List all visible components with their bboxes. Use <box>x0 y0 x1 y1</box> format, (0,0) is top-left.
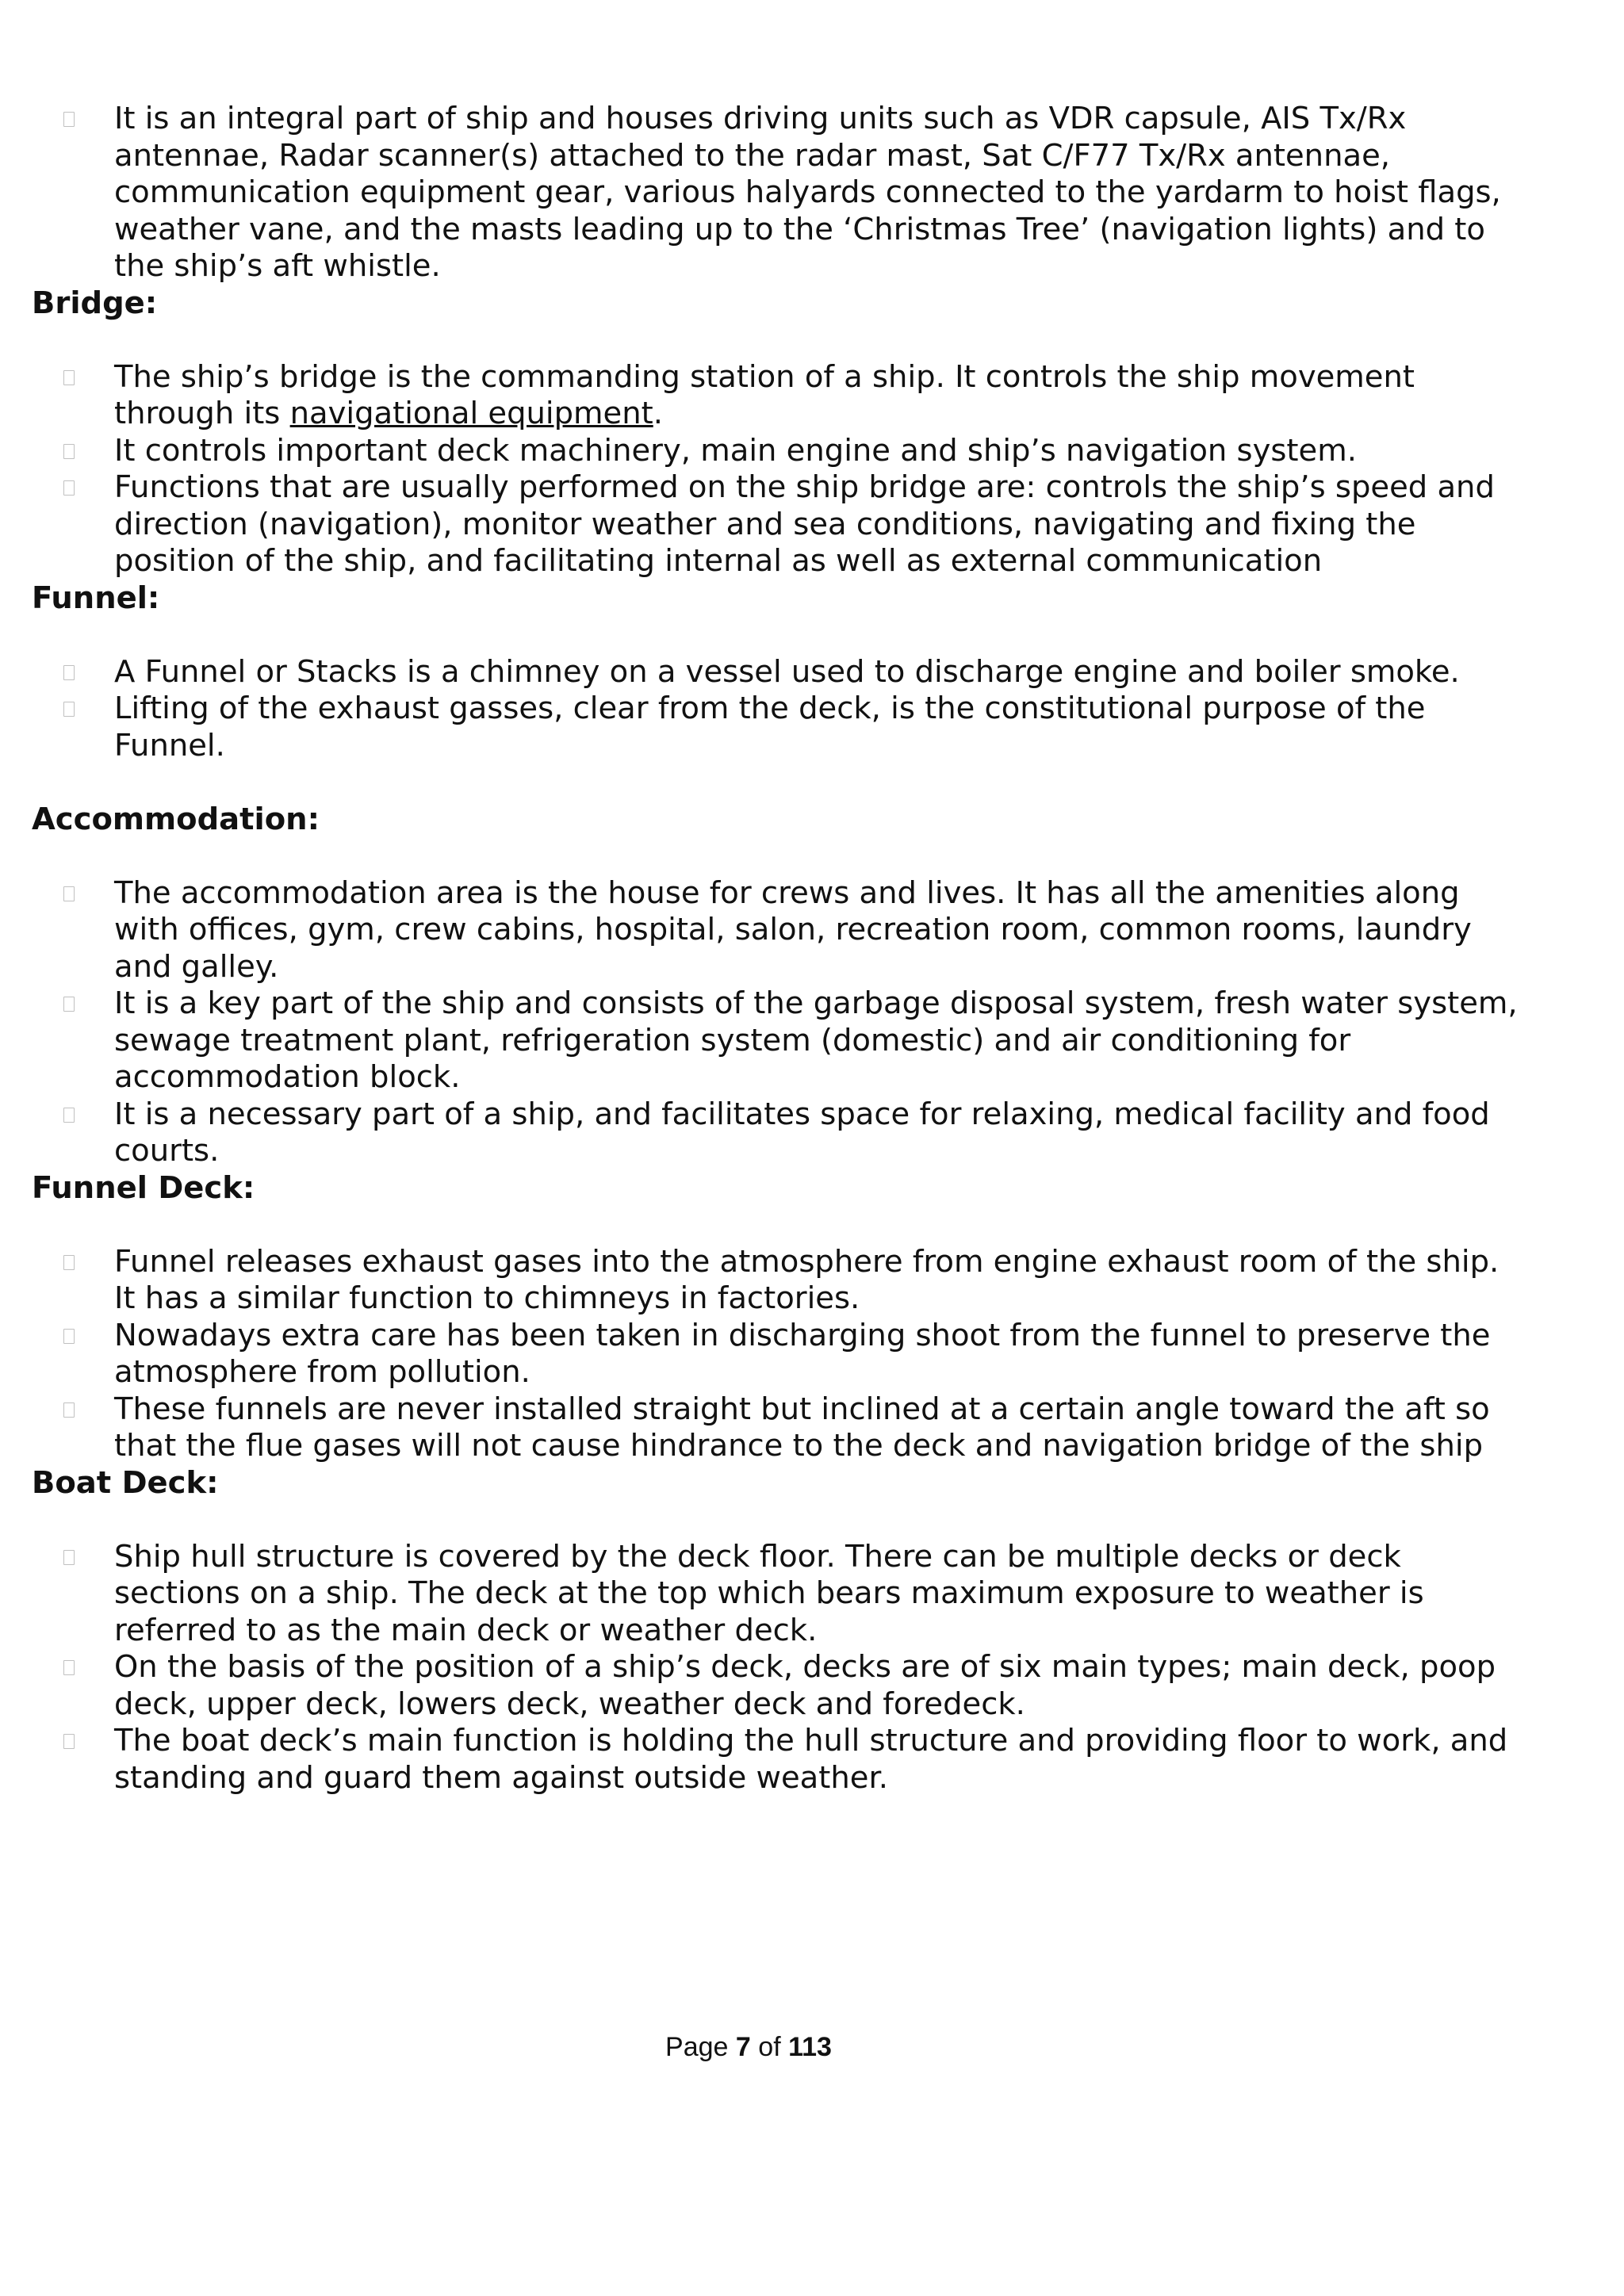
bullet-icon <box>32 359 114 396</box>
bullet-text: The accommodation area is the house for crews and lives. It has all the amenities along with offices, gym, crew cabins, hospital, salon, recreation room, common rooms, laundry and galley. <box>114 874 1472 985</box>
list-item <box>32 1539 1538 1650</box>
page-footer <box>0 2030 1497 2064</box>
bullet-text: Lifting of the exhaust gasses, clear from the deck, is the constitutional purpose of the Funnel. <box>114 691 1426 763</box>
bullet-text: The boat deck’s main function is holding the hull structure and providing floor to work, and standing and guard them against outside weather. <box>114 1723 1508 1796</box>
bullet-text: Nowadays extra care has been taken in discharging shoot from the funnel to preserve the atmosphere from pollution. <box>114 1317 1491 1390</box>
bullet-text: Funnel releases exhaust gases into the atmosphere from engine exhaust room of the ship. It has a similar function to chimneys in factories. <box>114 1243 1500 1316</box>
bullet-icon <box>32 101 114 138</box>
list-item <box>32 985 1538 1096</box>
section-heading-funnel-deck: Funnel Deck: <box>32 1169 255 1206</box>
bullet-icon <box>32 1244 114 1281</box>
bullet-text: Functions that are usually performed on the ship bridge are: controls the ship’s speed and direction (navigation), monitor weather and sea conditions, navigating and fixing the position of the ship, and facilitating internal as well as external communication <box>114 469 1495 579</box>
page-word: Page <box>665 2032 729 2062</box>
list-item <box>32 433 1538 470</box>
section-heading-accommodation: Accommodation: <box>32 801 320 837</box>
list-item <box>32 654 1538 691</box>
section-heading-funnel: Funnel: <box>32 580 160 616</box>
list-item <box>32 691 1538 764</box>
bullet-text: Ship hull structure is covered by the deck floor. There can be multiple decks or deck sections on a ship. The deck at the top which bears maximum exposure to weather is referred to as the main deck or weather deck. <box>114 1538 1424 1648</box>
list-item <box>32 875 1538 986</box>
bullet-text-suffix: . <box>653 396 663 431</box>
bullet-icon <box>32 1318 114 1355</box>
current-page-number: 7 <box>735 2032 751 2062</box>
bullet-text-prefix: The ship’s bridge is the commanding station of a ship. It controls the ship movement through its <box>114 358 1415 431</box>
bullet-icon <box>32 1391 114 1429</box>
bullet-icon <box>32 1649 114 1686</box>
list-item <box>32 1391 1538 1465</box>
bullet-text <box>114 359 1538 433</box>
list-item <box>32 1096 1538 1170</box>
section-heading-boat-deck: Boat Deck: <box>32 1464 219 1501</box>
list-item <box>32 1649 1538 1723</box>
page-content <box>32 101 1538 1797</box>
of-word: of <box>758 2032 781 2062</box>
list-item <box>32 1723 1538 1797</box>
bullet-text: It is an integral part of ship and houses driving units such as VDR capsule, AIS Tx/Rx antennae, Radar scanner(s) attached to the radar mast, Sat C/F77 Tx/Rx antennae, communication equipment gear, various halyards connected to the yardarm to hoist flags, weather vane, and the masts leading up to the ‘Christmas Tree’ (navigation lights) and to the ship’s aft whistle. <box>114 101 1501 284</box>
list-item <box>32 101 1538 285</box>
bullet-icon <box>32 469 114 507</box>
bullet-icon <box>32 1539 114 1576</box>
bullet-text: It is a key part of the ship and consists of the garbage disposal system, fresh water system, sewage treatment plant, refrigeration system (domestic) and air conditioning for accommodation block. <box>114 985 1518 1095</box>
bullet-text: A Funnel or Stacks is a chimney on a vessel used to discharge engine and boiler smoke. <box>114 653 1460 690</box>
bullet-text: It controls important deck machinery, main engine and ship’s navigation system. <box>114 432 1357 469</box>
bullet-icon <box>32 433 114 470</box>
navigational-equipment-link[interactable]: navigational equipment <box>289 396 653 431</box>
bullet-text: It is a necessary part of a ship, and facilitates space for relaxing, medical facility and food courts. <box>114 1096 1490 1169</box>
bullet-text: These funnels are never installed straight but inclined at a certain angle toward the aft so that the flue gases will not cause hindrance to the deck and navigation bridge of the ship <box>114 1391 1490 1464</box>
list-item <box>32 1244 1538 1318</box>
bullet-text: On the basis of the position of a ship’s deck, decks are of six main types; main deck, poop deck, upper deck, lowers deck, weather deck and foredeck. <box>114 1649 1496 1722</box>
total-page-count: 113 <box>788 2032 832 2062</box>
bullet-icon <box>32 875 114 913</box>
list-item <box>32 1318 1538 1391</box>
list-item <box>32 469 1538 580</box>
bullet-icon <box>32 691 114 728</box>
bullet-icon <box>32 1096 114 1134</box>
bullet-icon <box>32 654 114 691</box>
list-item <box>32 359 1538 433</box>
section-heading-bridge: Bridge: <box>32 285 158 321</box>
bullet-icon <box>32 1723 114 1760</box>
bullet-icon <box>32 985 114 1023</box>
